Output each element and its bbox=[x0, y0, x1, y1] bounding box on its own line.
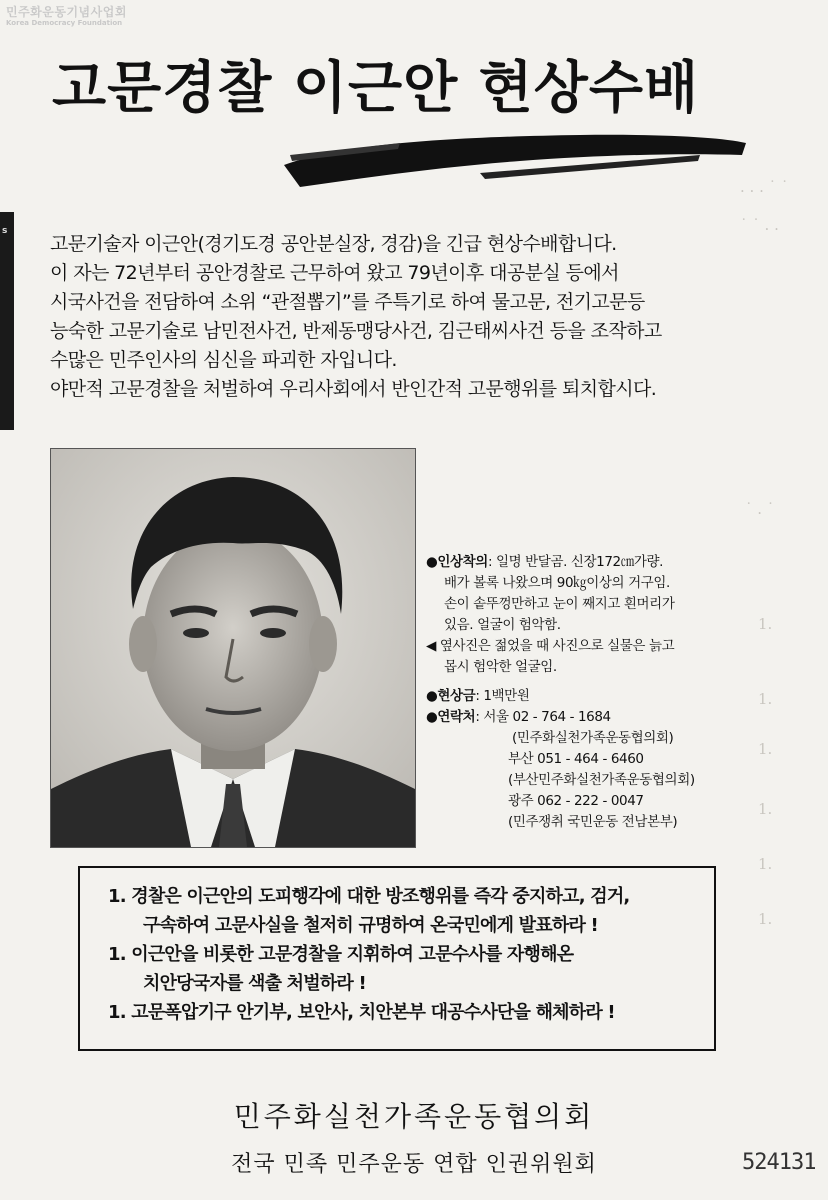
watermark bbox=[6, 6, 127, 27]
photo-note: 몹시 험악한 얼굴임. bbox=[444, 659, 557, 675]
description-line: 손이 솥뚜껑만하고 눈이 째지고 흰머리가 bbox=[444, 596, 675, 612]
description-line: 배가 볼록 나왔으며 90㎏이상의 거구임. bbox=[444, 575, 670, 591]
demand-3: 1. 고문폭압기구 안기부, 보안사, 치안본부 대공수사단을 해체하라 ! bbox=[108, 1002, 615, 1023]
photo-note: ◀ 옆사진은 젊었을 때 사진으로 실물은 늙고 bbox=[426, 638, 675, 654]
contact-busan: 부산 051 - 464 - 6460 bbox=[508, 751, 644, 767]
description-label: ●인상착의 bbox=[426, 554, 488, 570]
intro-line: 능숙한 고문기술로 남민전사건, 반제동맹당사건, 김근태씨사건 등을 조작하고 bbox=[50, 320, 662, 342]
contact-busan-org: (부산민주화실천가족운동협의회) bbox=[508, 772, 695, 788]
contact-label: ●연락처 bbox=[426, 709, 476, 725]
reward-label: ●현상금 bbox=[426, 688, 476, 704]
demand-2-continued: 치안당국자를 색출 처벌하라 ! bbox=[143, 973, 366, 994]
wanted-poster: . . . ˙ ˙ ˙ ˙ . . ˙ . ˙ 1. 1. 1. 1. 1. 1. 민주화운동기념사업회 Korea Democracy Foundation 고문경찰 이근안 현상수배 s 고문기술자 이근안(경기도경 공안분실장, 경감)을 긴급 현상수배합니다. 이 자는 72년부터 공안경찰로 근무하여 왔고 79년이후 대공분실 등에서 시국사건을 전담하여 소위 “관절뽑기”를 주특기로 하여 물고문, 전기고문등 능숙한 고문기술로 남민전사건, 반제동맹당사건, 김근태씨사건 등을 조작하고 수많은 민주인사의 심신을 파괴한 자입니다. 야만적 고문경찰을 처벌하여 우리사회에서 반인간적 고문행위를 퇴치합시다. ●인상착의: 일명 반달곰. 신장172㎝가량. 배가 볼록 나왔으며 90㎏이상의 거구임. 손이 솥뚜껑만하고 눈이 째지고 흰머리가 있음. 얼굴이 험악함. ◀ 옆사진은 젊었을 때 사진으로 실물은 늙고 몹시 험악한 얼굴임. ●현상금: 1백만원 ●연락처: 서울 02 - 764 - 1684 (민주화실천가족운동협의회) 부산 051 - 464 - 6460 (부산민주화실천가족운동협의회) 광주 062 - 222 - 0047 (민주쟁취 국민운동 전남본부) 1. 경찰은 이근안의 도피행각에 대한 방조행위를 즉각 중지하고, 검거, 구속하여 고문사실을 철저히 규명하여 온국민에게 발표하라 ! 1. 이근안을 비롯한 고문경찰을 지휘하여 고문수사를 자행해온 치안당국자를 색출 처벌하라 ! 1. 고문폭압기구 안기부, 보안사, 치안본부 대공수사단을 해체하라 ! 민주화실천가족운동협의회 전국 민족 민주운동 연합 인권위원회 524131 bbox=[0, 0, 828, 1200]
contact-line bbox=[426, 707, 766, 728]
reward-line bbox=[426, 686, 766, 707]
contact-seoul: : 서울 02 - 764 - 1684 bbox=[475, 709, 611, 725]
contact-gwangju-org: (민주쟁취 국민운동 전남본부) bbox=[508, 814, 678, 830]
archive-number: 524131 bbox=[742, 1150, 816, 1175]
portrait-image bbox=[51, 449, 415, 847]
intro-line: 수많은 민주인사의 심신을 파괴한 자입니다. bbox=[50, 349, 397, 371]
intro-line: 이 자는 72년부터 공안경찰로 근무하여 왔고 79년이후 대공분실 등에서 bbox=[50, 262, 619, 284]
co-issuing-organization: 전국 민족 민주운동 연합 인권위원회 bbox=[231, 1152, 597, 1177]
intro-line: 야만적 고문경찰을 처벌하여 우리사회에서 반인간적 고문행위를 퇴치합시다. bbox=[50, 378, 657, 400]
side-edge-bar: s bbox=[0, 212, 14, 430]
contact-gwangju: 광주 062 - 222 - 0047 bbox=[508, 793, 644, 809]
description-line: 있음. 얼굴이 험악함. bbox=[444, 617, 561, 633]
description-line bbox=[426, 552, 766, 573]
watermark-english: Korea Democracy Foundation bbox=[6, 19, 123, 27]
reward-value: : 1백만원 bbox=[475, 688, 530, 704]
intro-text bbox=[50, 230, 790, 404]
issuing-organization: 민주화실천가족운동협의회 bbox=[233, 1100, 595, 1133]
page-title: 고문경찰 이근안 현상수배 bbox=[52, 56, 700, 121]
description-text: : 일명 반달곰. 신장172㎝가량. bbox=[487, 554, 663, 570]
intro-line: 시국사건을 전담하여 소위 “관절뽑기”를 주특기로 하여 물고문, 전기고문등 bbox=[50, 291, 645, 313]
suspect-photo bbox=[50, 448, 416, 848]
brush-stroke-decoration bbox=[280, 125, 750, 195]
demand-2: 1. 이근안을 비롯한 고문경찰을 지휘하여 고문수사를 자행해온 bbox=[108, 944, 574, 965]
demand-1: 1. 경찰은 이근안의 도피행각에 대한 방조행위를 즉각 중지하고, 검거, bbox=[108, 886, 630, 907]
demands-box bbox=[78, 866, 716, 1051]
demand-1-continued: 구속하여 고문사실을 철저히 규명하여 온국민에게 발표하라 ! bbox=[143, 915, 598, 936]
suspect-info bbox=[426, 552, 766, 833]
intro-line: 고문기술자 이근안(경기도경 공안분실장, 경감)을 긴급 현상수배합니다. bbox=[50, 233, 617, 255]
contact-seoul-org: (민주화실천가족운동협의회) bbox=[512, 730, 674, 746]
watermark-korean: 민주화운동기념사업회 bbox=[6, 5, 127, 19]
